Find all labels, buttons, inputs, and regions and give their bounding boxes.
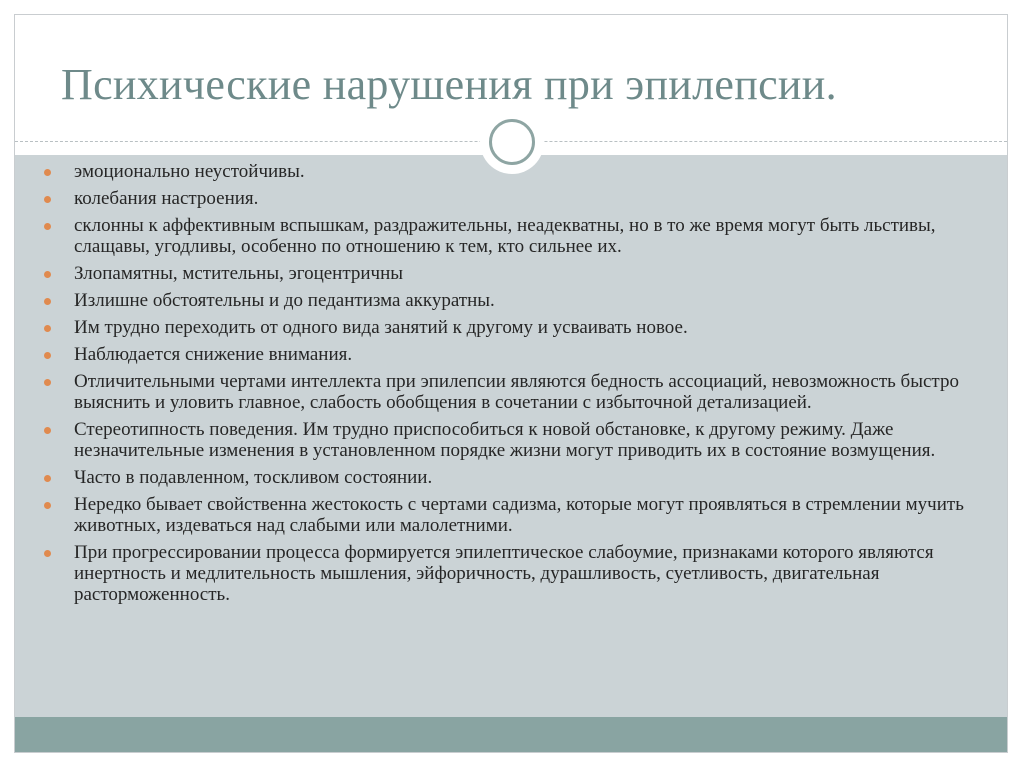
list-item xyxy=(41,188,981,209)
bullet-dot-icon xyxy=(44,223,51,230)
list-item xyxy=(41,317,981,338)
list-item xyxy=(41,290,981,311)
bullet-dot-icon xyxy=(44,502,51,509)
list-item-text: колебания настроения. xyxy=(74,188,259,209)
bullet-dot-icon xyxy=(44,379,51,386)
list-item-text: склонны к аффективным вспышкам, раздражительны, неадекватны, но в то же время могут быть льстивы, слащавы, угодливы, особенно по отношению к тем, кто сильнее их. xyxy=(74,215,936,257)
list-item-text: Наблюдается снижение внимания. xyxy=(74,344,353,365)
list-item-text: эмоционально неустойчивы. xyxy=(74,161,305,182)
bullet-list xyxy=(41,161,981,611)
bullet-dot-icon xyxy=(44,550,51,557)
list-item-text: Злопамятны, мстительны, эгоцентричны xyxy=(74,263,404,284)
list-item xyxy=(41,344,981,365)
bullet-dot-icon xyxy=(44,196,51,203)
slide xyxy=(14,14,1008,753)
list-item xyxy=(41,494,981,536)
list-item-text: Стереотипность поведения. Им трудно приспособиться к новой обстановке, к другому режиму. Даже незначительные изменения в установленном порядке жизни могут приводить их в состояние возмущения. xyxy=(74,419,936,461)
list-item xyxy=(41,542,981,605)
bullet-dot-icon xyxy=(44,352,51,359)
list-item xyxy=(41,161,981,182)
list-item-text: Излишне обстоятельны и до педантизма аккуратны. xyxy=(74,290,495,311)
bullet-dot-icon xyxy=(44,169,51,176)
list-item-text: Им трудно переходить от одного вида занятий к другому и усваивать новое. xyxy=(74,317,688,338)
list-item xyxy=(41,419,981,461)
bullet-dot-icon xyxy=(44,298,51,305)
bullet-dot-icon xyxy=(44,271,51,278)
footer-band xyxy=(15,717,1007,752)
list-item xyxy=(41,371,981,413)
list-item xyxy=(41,467,981,488)
list-item-text: Нередко бывает свойственна жестокость с чертами садизма, которые могут проявляться в стремлении мучить животных, издеваться над слабыми или малолетними. xyxy=(74,494,964,536)
list-item-text: Отличительными чертами интеллекта при эпилепсии являются бедность ассоциаций, невозможность быстро выяснить и уловить главное, слабость обобщения в сочетании с избыточной детализацией. xyxy=(74,371,959,413)
slide-title: Психические нарушения при эпилепсии. xyxy=(61,60,837,109)
bullet-dot-icon xyxy=(44,427,51,434)
list-item-text: При прогрессировании процесса формируется эпилептическое слабоумие, признаками которого являются инертность и медлительность мышления, эйфоричность, дурашливость, суетливость, двигательная расторможенность. xyxy=(74,542,934,605)
list-item xyxy=(41,215,981,257)
list-item xyxy=(41,263,981,284)
ring-inner xyxy=(489,119,535,165)
bullet-dot-icon xyxy=(44,325,51,332)
bullet-dot-icon xyxy=(44,475,51,482)
list-item-text: Часто в подавленном, тоскливом состоянии. xyxy=(74,467,433,488)
